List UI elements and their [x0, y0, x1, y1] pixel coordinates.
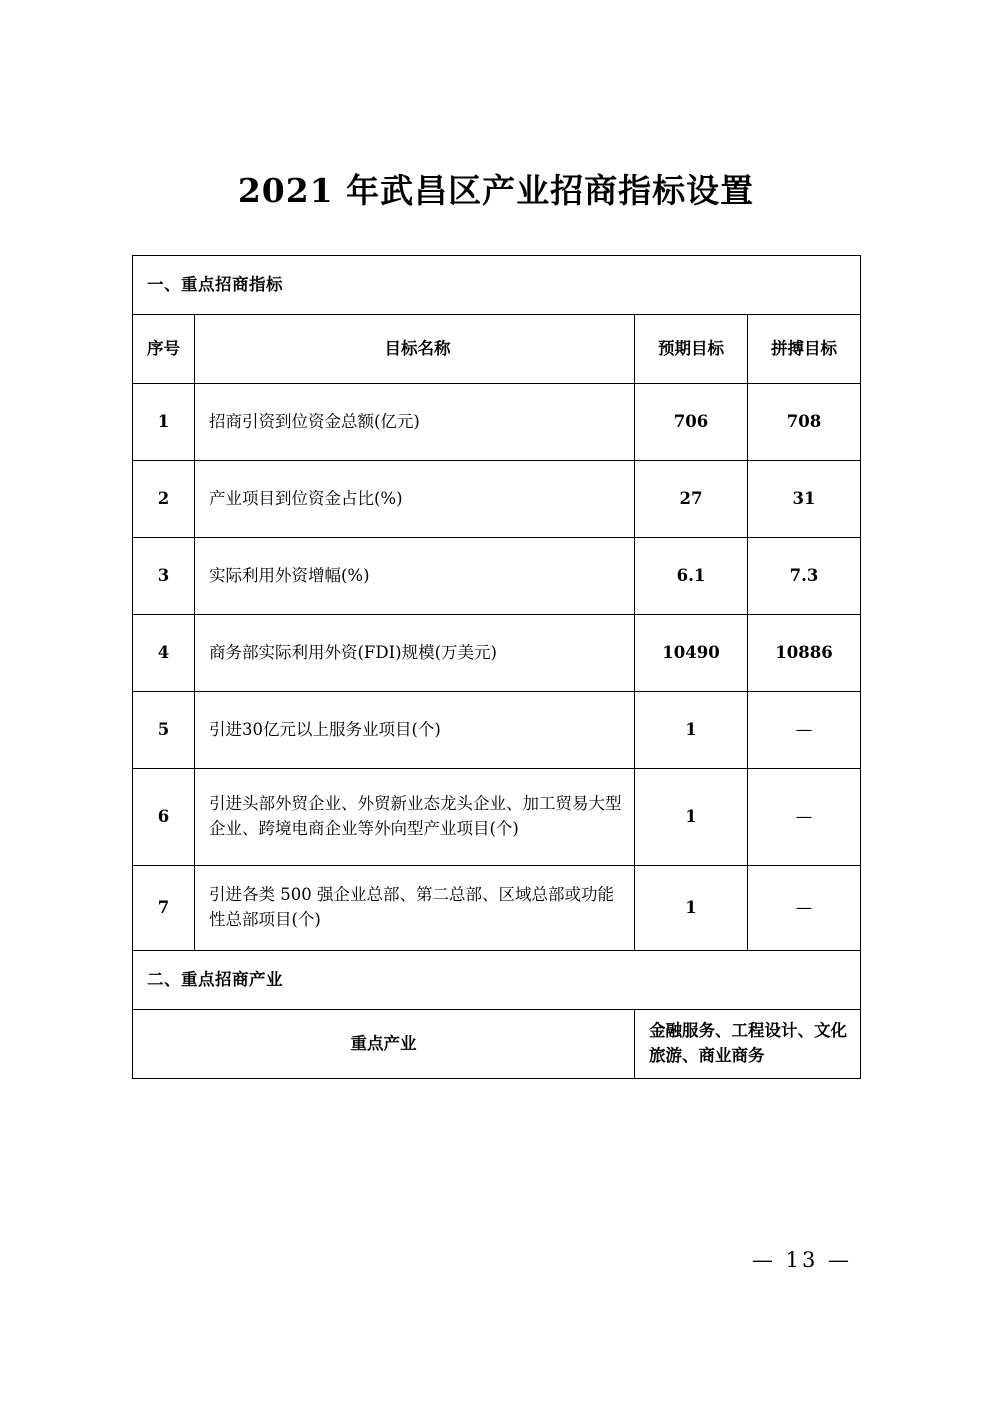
table-row — [133, 692, 861, 769]
row-no: 2 — [133, 461, 195, 538]
row-no: 6 — [133, 769, 195, 866]
indicators-table — [132, 255, 861, 1079]
row-striving: 31 — [748, 461, 861, 538]
row-striving: 7.3 — [748, 538, 861, 615]
header-name: 目标名称 — [195, 315, 635, 384]
row-name: 引进30亿元以上服务业项目(个) — [195, 692, 635, 769]
row-striving: 708 — [748, 384, 861, 461]
industry-label: 重点产业 — [133, 1010, 635, 1079]
row-expected: 10490 — [635, 615, 748, 692]
row-no: 3 — [133, 538, 195, 615]
page-number: — 13 — — [751, 1248, 852, 1272]
section-two-heading-row — [133, 951, 861, 1010]
industry-value: 金融服务、工程设计、文化旅游、商业商务 — [635, 1010, 861, 1079]
row-striving: 10886 — [748, 615, 861, 692]
row-name: 引进各类 500 强企业总部、第二总部、区域总部或功能性总部项目(个) — [195, 866, 635, 951]
row-striving: — — [748, 692, 861, 769]
header-striving: 拼搏目标 — [748, 315, 861, 384]
table-row — [133, 866, 861, 951]
section-one-heading-row — [133, 256, 861, 315]
indicators-table-wrapper — [132, 255, 860, 1079]
row-no: 1 — [133, 384, 195, 461]
row-name: 招商引资到位资金总额(亿元) — [195, 384, 635, 461]
industry-row — [133, 1010, 861, 1079]
row-no: 4 — [133, 615, 195, 692]
row-expected: 27 — [635, 461, 748, 538]
table-row — [133, 615, 861, 692]
table-row — [133, 538, 861, 615]
row-name: 实际利用外资增幅(%) — [195, 538, 635, 615]
row-no: 5 — [133, 692, 195, 769]
section-two-heading: 二、重点招商产业 — [133, 951, 861, 1010]
row-expected: 706 — [635, 384, 748, 461]
row-name: 商务部实际利用外资(FDI)规模(万美元) — [195, 615, 635, 692]
header-no: 序号 — [133, 315, 195, 384]
table-row — [133, 384, 861, 461]
header-expected: 预期目标 — [635, 315, 748, 384]
row-expected: 1 — [635, 692, 748, 769]
table-header-row — [133, 315, 861, 384]
row-no: 7 — [133, 866, 195, 951]
row-striving: — — [748, 866, 861, 951]
row-name: 产业项目到位资金占比(%) — [195, 461, 635, 538]
table-row — [133, 769, 861, 866]
table-row — [133, 461, 861, 538]
section-one-heading: 一、重点招商指标 — [133, 256, 861, 315]
row-expected: 6.1 — [635, 538, 748, 615]
row-expected: 1 — [635, 769, 748, 866]
row-expected: 1 — [635, 866, 748, 951]
row-name: 引进头部外贸企业、外贸新业态龙头企业、加工贸易大型企业、跨境电商企业等外向型产业项目(个) — [195, 769, 635, 866]
page-title: 2021 年武昌区产业招商指标设置 — [237, 171, 755, 210]
row-striving: — — [748, 769, 861, 866]
